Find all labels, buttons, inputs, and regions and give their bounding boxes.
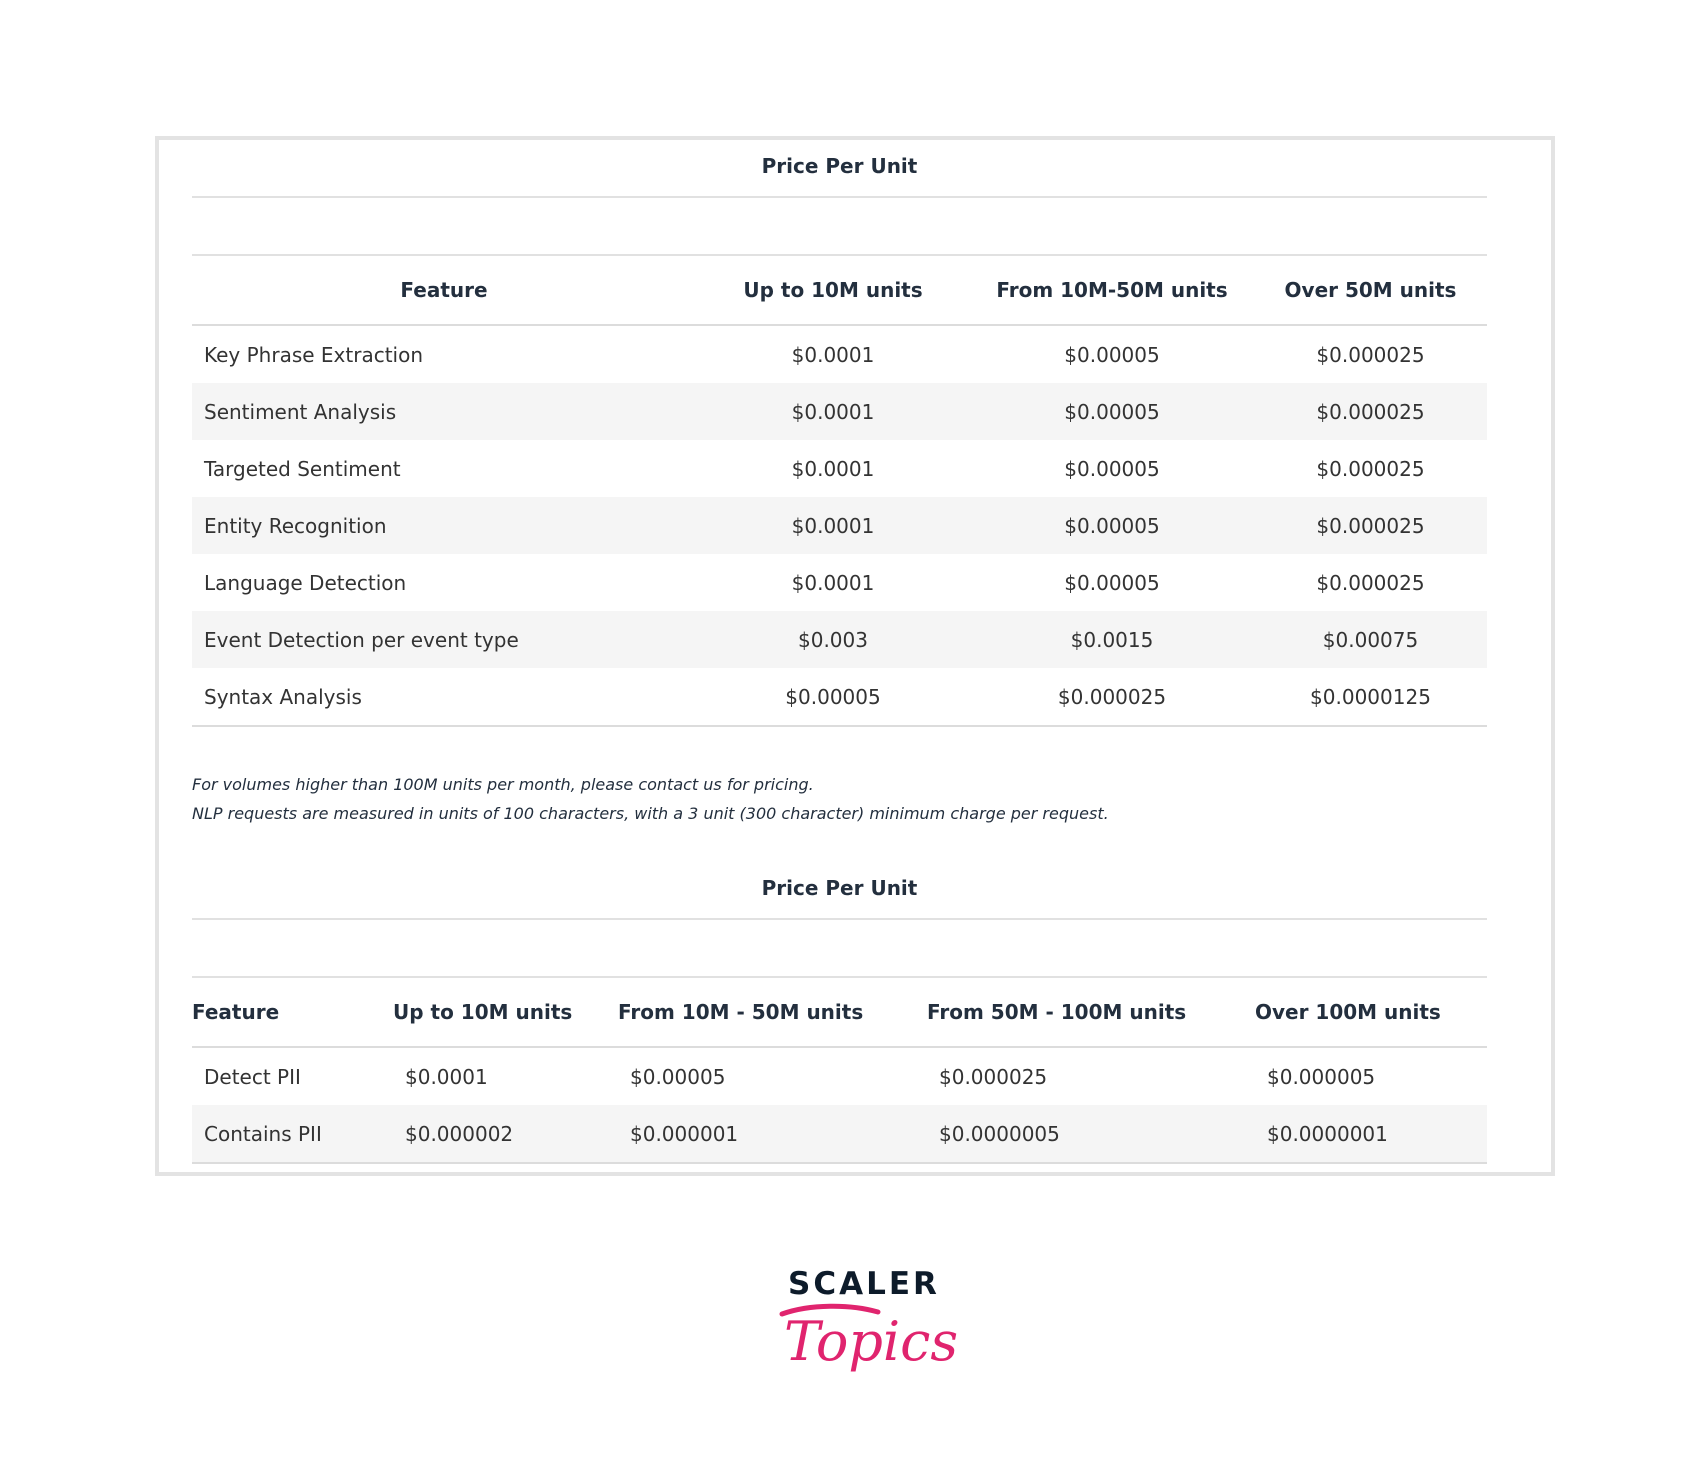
table-row [192,440,1487,497]
price-cell: $0.00005 [970,383,1254,440]
divider [192,196,1487,198]
table-row [192,611,1487,668]
pricing-table-2 [192,978,1487,1164]
price-cell: $0.000001 [618,1105,927,1163]
price-cell: $0.0015 [970,611,1254,668]
feature-cell: Contains PII [192,1105,393,1163]
feature-cell: Detect PII [204,1064,301,1089]
table-row [192,497,1487,554]
price-cell: $0.00005 [970,497,1254,554]
feature-cell: Language Detection [204,570,407,595]
pricing-notes [192,770,1487,828]
column-header-tier1: Up to 10M units [393,978,618,1047]
price-cell: $0.0000001 [1255,1105,1487,1163]
column-header-tier2: From 10M-50M units [970,256,1254,325]
table-header-row [192,256,1487,325]
price-cell: $0.0000005 [927,1105,1255,1163]
price-cell: $0.000025 [1316,342,1425,367]
feature-cell: Targeted Sentiment [204,456,401,481]
price-cell: $0.0001 [405,1064,488,1089]
note-units: NLP requests are measured in units of 100 characters, with a 3 unit (300 character) minimum charge per request. [192,804,1109,823]
price-cell: $0.00075 [1254,611,1487,668]
price-cell: $0.000025 [1254,497,1487,554]
column-header-feature: Feature [192,978,393,1047]
pricing-panel [155,136,1555,1176]
feature-cell: Entity Recognition [192,497,696,554]
price-cell: $0.003 [696,611,970,668]
table2-title: Price Per Unit [761,876,918,900]
feature-cell: Sentiment Analysis [192,383,696,440]
price-cell: $0.000025 [939,1064,1048,1089]
price-cell: $0.00005 [1064,456,1160,481]
price-cell: $0.000025 [1316,570,1425,595]
price-cell: $0.0000125 [1254,668,1487,726]
pricing-table-1 [192,256,1487,727]
divider [192,918,1487,920]
price-cell: $0.000025 [970,668,1254,726]
column-header-tier3: From 50M - 100M units [927,978,1255,1047]
price-cell: $0.000005 [1267,1064,1376,1089]
price-cell: $0.00005 [1064,342,1160,367]
price-cell: $0.0001 [791,456,875,481]
price-cell: $0.000025 [1254,383,1487,440]
table-row [192,325,1487,383]
price-cell: $0.0001 [791,342,875,367]
column-header-tier1: Up to 10M units [696,256,970,325]
logo-script-icon [780,1300,959,1396]
feature-cell: Syntax Analysis [192,668,696,726]
feature-cell: Event Detection per event type [192,611,696,668]
table-row [192,668,1487,726]
column-header-tier3: Over 50M units [1254,256,1487,325]
table-row [192,554,1487,611]
table-row [192,383,1487,440]
price-cell: $0.000025 [1316,456,1425,481]
price-cell: $0.000002 [393,1105,618,1163]
table-header-row [192,978,1487,1047]
scaler-topics-logo [780,1266,959,1396]
price-cell: $0.0001 [696,497,970,554]
table-row [192,1047,1487,1105]
note-volume: For volumes higher than 100M units per month, please contact us for pricing. [192,775,814,794]
feature-cell: Key Phrase Extraction [204,342,424,367]
column-header-tier2: From 10M - 50M units [618,978,927,1047]
column-header-tier4: Over 100M units [1255,978,1487,1047]
column-header-feature: Feature [192,256,696,325]
price-cell: $0.00005 [1064,570,1160,595]
price-cell: $0.0001 [791,570,875,595]
table-row [192,1105,1487,1163]
logo-wordmark-top: SCALER [788,1266,940,1302]
table1-title: Price Per Unit [761,154,918,178]
price-cell: $0.00005 [696,668,970,726]
logo-wordmark-bottom: Topics [784,1310,959,1373]
price-cell: $0.0001 [696,383,970,440]
price-cell: $0.00005 [630,1064,726,1089]
